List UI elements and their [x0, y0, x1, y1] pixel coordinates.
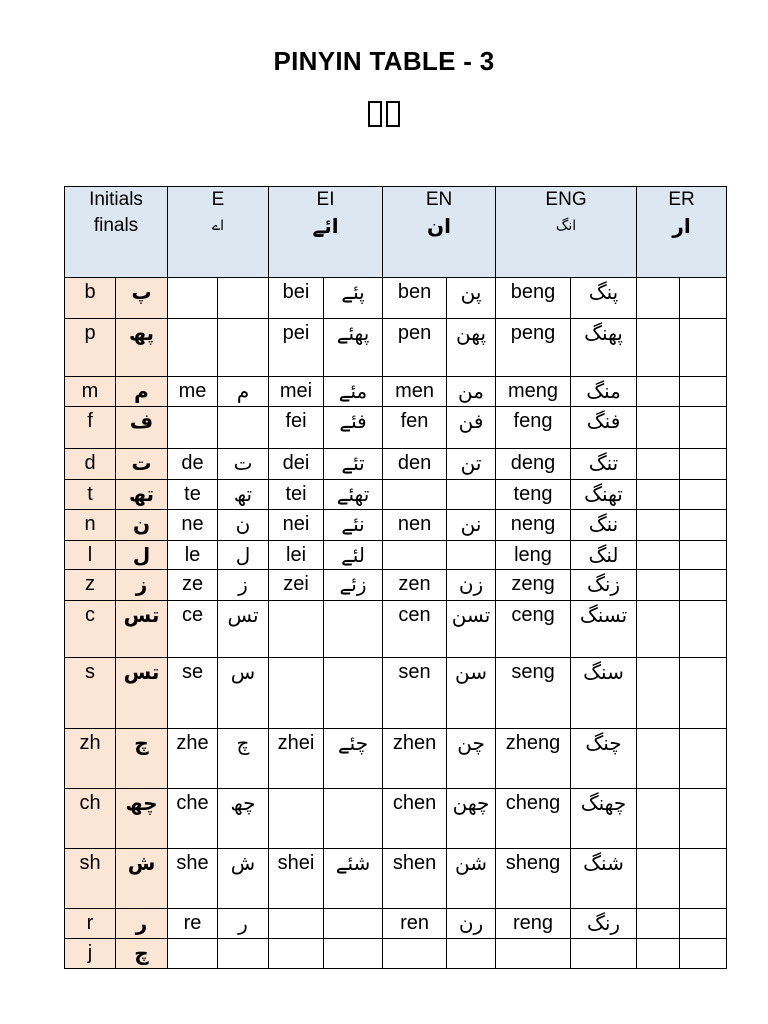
- syllable-urdu-cell: [680, 849, 727, 909]
- initial-urdu-cell: پھ: [116, 319, 168, 377]
- header-initials-finals: [65, 187, 168, 278]
- syllable-urdu-cell: چھن: [447, 789, 496, 849]
- syllable-latin-cell: zeng: [496, 570, 571, 601]
- initial-urdu-cell: ن: [116, 510, 168, 541]
- header-col-en: [383, 187, 496, 278]
- syllable-urdu-cell: زنگ: [571, 570, 637, 601]
- syllable-latin-cell: shei: [269, 849, 324, 909]
- syllable-latin-cell: seng: [496, 658, 571, 729]
- table-row: [65, 278, 727, 319]
- syllable-latin-cell: [637, 658, 680, 729]
- syllable-latin-cell: leng: [496, 541, 571, 570]
- syllable-urdu-cell: [447, 541, 496, 570]
- header-col-latin: EN: [425, 189, 453, 210]
- initial-latin-cell: b: [65, 278, 116, 319]
- syllable-latin-cell: [637, 407, 680, 449]
- syllable-urdu-cell: [680, 541, 727, 570]
- page-title: PINYIN TABLE - 3: [273, 46, 495, 76]
- syllable-urdu-cell: چئے: [324, 729, 383, 789]
- initial-latin-cell: n: [65, 510, 116, 541]
- syllable-latin-cell: men: [383, 377, 447, 407]
- syllable-latin-cell: [637, 789, 680, 849]
- initial-latin-cell: c: [65, 601, 116, 658]
- syllable-latin-cell: [168, 278, 218, 319]
- initial-latin-cell: p: [65, 319, 116, 377]
- syllable-urdu-cell: ننگ: [571, 510, 637, 541]
- syllable-latin-cell: [637, 278, 680, 319]
- syllable-latin-cell: she: [168, 849, 218, 909]
- syllable-urdu-cell: فنگ: [571, 407, 637, 449]
- table-row: [65, 601, 727, 658]
- syllable-latin-cell: [637, 480, 680, 510]
- table-row: [65, 541, 727, 570]
- table-row: [65, 570, 727, 601]
- table-row: [65, 319, 727, 377]
- syllable-urdu-cell: نن: [447, 510, 496, 541]
- initial-latin-cell: z: [65, 570, 116, 601]
- header-col-latin: ER: [668, 189, 695, 210]
- initial-urdu-cell: تس: [116, 601, 168, 658]
- syllable-urdu-cell: منگ: [571, 377, 637, 407]
- initial-latin-cell: s: [65, 658, 116, 729]
- syllable-latin-cell: ben: [383, 278, 447, 319]
- table-row: [65, 510, 727, 541]
- syllable-urdu-cell: ن: [218, 510, 269, 541]
- syllable-urdu-cell: [324, 939, 383, 969]
- syllable-urdu-cell: [680, 729, 727, 789]
- initial-latin-cell: m: [65, 377, 116, 407]
- syllable-latin-cell: [269, 939, 324, 969]
- syllable-latin-cell: deng: [496, 449, 571, 480]
- syllable-urdu-cell: پنگ: [571, 278, 637, 319]
- syllable-latin-cell: reng: [496, 909, 571, 939]
- initial-latin-cell: sh: [65, 849, 116, 909]
- syllable-latin-cell: ze: [168, 570, 218, 601]
- syllable-latin-cell: lei: [269, 541, 324, 570]
- syllable-urdu-cell: رنگ: [571, 909, 637, 939]
- syllable-urdu-cell: تئے: [324, 449, 383, 480]
- syllable-urdu-cell: چھنگ: [571, 789, 637, 849]
- syllable-urdu-cell: [680, 407, 727, 449]
- syllable-latin-cell: zen: [383, 570, 447, 601]
- header-col-urdu: ائے: [312, 214, 339, 238]
- syllable-latin-cell: [637, 849, 680, 909]
- syllable-latin-cell: ne: [168, 510, 218, 541]
- syllable-latin-cell: [496, 939, 571, 969]
- header-col-latin: E: [211, 189, 225, 210]
- syllable-latin-cell: [383, 939, 447, 969]
- header-col-er: [637, 187, 727, 278]
- syllable-latin-cell: se: [168, 658, 218, 729]
- syllable-urdu-cell: [218, 278, 269, 319]
- initial-urdu-cell: ل: [116, 541, 168, 570]
- initial-urdu-cell: ش: [116, 849, 168, 909]
- syllable-urdu-cell: تھ: [218, 480, 269, 510]
- syllable-latin-cell: fei: [269, 407, 324, 449]
- syllable-urdu-cell: چن: [447, 729, 496, 789]
- table-row: [65, 789, 727, 849]
- syllable-urdu-cell: شئے: [324, 849, 383, 909]
- initial-urdu-cell: تھ: [116, 480, 168, 510]
- syllable-urdu-cell: زئے: [324, 570, 383, 601]
- header-initials-label: Initials: [89, 189, 143, 210]
- syllable-urdu-cell: [680, 449, 727, 480]
- syllable-urdu-cell: پھنگ: [571, 319, 637, 377]
- syllable-latin-cell: [637, 510, 680, 541]
- initial-urdu-cell: م: [116, 377, 168, 407]
- header-col-urdu: ار: [672, 214, 691, 238]
- table-row: [65, 939, 727, 969]
- syllable-latin-cell: zhen: [383, 729, 447, 789]
- syllable-latin-cell: mei: [269, 377, 324, 407]
- header-col-urdu: اے: [211, 218, 225, 234]
- syllable-urdu-cell: [218, 407, 269, 449]
- syllable-latin-cell: zhei: [269, 729, 324, 789]
- syllable-latin-cell: den: [383, 449, 447, 480]
- table-row: [65, 849, 727, 909]
- syllable-urdu-cell: س: [218, 658, 269, 729]
- initial-urdu-cell: ز: [116, 570, 168, 601]
- syllable-latin-cell: pen: [383, 319, 447, 377]
- initial-urdu-cell: ف: [116, 407, 168, 449]
- syllable-urdu-cell: تنگ: [571, 449, 637, 480]
- syllable-latin-cell: pei: [269, 319, 324, 377]
- syllable-urdu-cell: [680, 789, 727, 849]
- syllable-urdu-cell: ل: [218, 541, 269, 570]
- syllable-latin-cell: teng: [496, 480, 571, 510]
- syllable-latin-cell: feng: [496, 407, 571, 449]
- header-col-eng: [496, 187, 637, 278]
- syllable-latin-cell: ceng: [496, 601, 571, 658]
- syllable-urdu-cell: لئے: [324, 541, 383, 570]
- syllable-urdu-cell: تسن: [447, 601, 496, 658]
- syllable-latin-cell: re: [168, 909, 218, 939]
- syllable-urdu-cell: چھ: [218, 789, 269, 849]
- syllable-urdu-cell: زن: [447, 570, 496, 601]
- initial-latin-cell: j: [65, 939, 116, 969]
- syllable-urdu-cell: پئے: [324, 278, 383, 319]
- syllable-latin-cell: [637, 729, 680, 789]
- syllable-latin-cell: cen: [383, 601, 447, 658]
- syllable-urdu-cell: [571, 939, 637, 969]
- syllable-urdu-cell: فئے: [324, 407, 383, 449]
- syllable-latin-cell: zei: [269, 570, 324, 601]
- syllable-latin-cell: [637, 377, 680, 407]
- syllable-urdu-cell: سن: [447, 658, 496, 729]
- initial-urdu-cell: ت: [116, 449, 168, 480]
- syllable-urdu-cell: ر: [218, 909, 269, 939]
- syllable-latin-cell: fen: [383, 407, 447, 449]
- header-col-latin: EI: [316, 189, 335, 210]
- syllable-latin-cell: [637, 570, 680, 601]
- header-finals-label: finals: [93, 215, 139, 236]
- syllable-urdu-cell: م: [218, 377, 269, 407]
- syllable-urdu-cell: [680, 480, 727, 510]
- syllable-urdu-cell: [680, 319, 727, 377]
- syllable-latin-cell: [269, 909, 324, 939]
- syllable-latin-cell: [637, 909, 680, 939]
- syllable-latin-cell: neng: [496, 510, 571, 541]
- syllable-latin-cell: [168, 319, 218, 377]
- syllable-urdu-cell: شن: [447, 849, 496, 909]
- initial-urdu-cell: تس: [116, 658, 168, 729]
- table-row: [65, 480, 727, 510]
- syllable-latin-cell: [637, 541, 680, 570]
- syllable-urdu-cell: تن: [447, 449, 496, 480]
- syllable-latin-cell: shen: [383, 849, 447, 909]
- page-subtitle: [0, 96, 768, 130]
- header-col-urdu: انگ: [555, 218, 577, 234]
- syllable-urdu-cell: [447, 480, 496, 510]
- syllable-latin-cell: ce: [168, 601, 218, 658]
- initial-latin-cell: ch: [65, 789, 116, 849]
- syllable-latin-cell: chen: [383, 789, 447, 849]
- initial-urdu-cell: چ: [116, 939, 168, 969]
- header-col-urdu: ان: [427, 214, 451, 238]
- syllable-urdu-cell: [218, 319, 269, 377]
- syllable-urdu-cell: [324, 909, 383, 939]
- syllable-latin-cell: [269, 601, 324, 658]
- syllable-latin-cell: [269, 789, 324, 849]
- syllable-urdu-cell: [680, 939, 727, 969]
- syllable-latin-cell: nei: [269, 510, 324, 541]
- syllable-urdu-cell: [447, 939, 496, 969]
- syllable-urdu-cell: من: [447, 377, 496, 407]
- syllable-urdu-cell: فن: [447, 407, 496, 449]
- syllable-latin-cell: meng: [496, 377, 571, 407]
- syllable-latin-cell: cheng: [496, 789, 571, 849]
- initial-latin-cell: t: [65, 480, 116, 510]
- syllable-urdu-cell: [324, 789, 383, 849]
- syllable-urdu-cell: پھن: [447, 319, 496, 377]
- syllable-latin-cell: dei: [269, 449, 324, 480]
- syllable-urdu-cell: تھئے: [324, 480, 383, 510]
- syllable-latin-cell: sheng: [496, 849, 571, 909]
- syllable-urdu-cell: ش: [218, 849, 269, 909]
- syllable-latin-cell: zhe: [168, 729, 218, 789]
- syllable-urdu-cell: [324, 601, 383, 658]
- syllable-latin-cell: peng: [496, 319, 571, 377]
- syllable-latin-cell: tei: [269, 480, 324, 510]
- syllable-urdu-cell: مئے: [324, 377, 383, 407]
- syllable-urdu-cell: لنگ: [571, 541, 637, 570]
- initial-urdu-cell: چ: [116, 729, 168, 789]
- syllable-urdu-cell: تسنگ: [571, 601, 637, 658]
- syllable-urdu-cell: [680, 601, 727, 658]
- initial-latin-cell: zh: [65, 729, 116, 789]
- table-header-row: [65, 187, 727, 278]
- syllable-latin-cell: [637, 449, 680, 480]
- pinyin-table: [64, 186, 727, 969]
- syllable-latin-cell: ren: [383, 909, 447, 939]
- syllable-latin-cell: [168, 407, 218, 449]
- syllable-urdu-cell: [680, 658, 727, 729]
- syllable-latin-cell: le: [168, 541, 218, 570]
- header-col-e: [168, 187, 269, 278]
- table-row: [65, 909, 727, 939]
- syllable-urdu-cell: [680, 278, 727, 319]
- header-col-latin: ENG: [545, 189, 587, 210]
- syllable-urdu-cell: پھئے: [324, 319, 383, 377]
- syllable-urdu-cell: نئے: [324, 510, 383, 541]
- syllable-latin-cell: me: [168, 377, 218, 407]
- syllable-urdu-cell: چنگ: [571, 729, 637, 789]
- syllable-urdu-cell: [680, 510, 727, 541]
- syllable-latin-cell: sen: [383, 658, 447, 729]
- table-row: [65, 729, 727, 789]
- syllable-latin-cell: [383, 541, 447, 570]
- table-row: [65, 449, 727, 480]
- initial-urdu-cell: پ: [116, 278, 168, 319]
- syllable-urdu-cell: [680, 570, 727, 601]
- syllable-urdu-cell: پن: [447, 278, 496, 319]
- missing-glyph-icon: [368, 101, 382, 127]
- syllable-latin-cell: beng: [496, 278, 571, 319]
- missing-glyph-icon: [386, 101, 400, 127]
- table-row: [65, 658, 727, 729]
- syllable-urdu-cell: ز: [218, 570, 269, 601]
- syllable-latin-cell: zheng: [496, 729, 571, 789]
- syllable-latin-cell: [269, 658, 324, 729]
- initial-latin-cell: f: [65, 407, 116, 449]
- initial-latin-cell: d: [65, 449, 116, 480]
- syllable-latin-cell: te: [168, 480, 218, 510]
- syllable-urdu-cell: [218, 939, 269, 969]
- syllable-urdu-cell: تس: [218, 601, 269, 658]
- syllable-urdu-cell: [680, 909, 727, 939]
- header-col-ei: [269, 187, 383, 278]
- syllable-latin-cell: de: [168, 449, 218, 480]
- initial-latin-cell: r: [65, 909, 116, 939]
- initial-latin-cell: l: [65, 541, 116, 570]
- initial-urdu-cell: چھ: [116, 789, 168, 849]
- table-row: [65, 407, 727, 449]
- table-row: [65, 377, 727, 407]
- syllable-urdu-cell: [324, 658, 383, 729]
- syllable-latin-cell: che: [168, 789, 218, 849]
- syllable-latin-cell: [637, 939, 680, 969]
- initial-urdu-cell: ر: [116, 909, 168, 939]
- syllable-latin-cell: [383, 480, 447, 510]
- syllable-latin-cell: [637, 601, 680, 658]
- syllable-urdu-cell: شنگ: [571, 849, 637, 909]
- syllable-urdu-cell: [680, 377, 727, 407]
- syllable-urdu-cell: ت: [218, 449, 269, 480]
- syllable-latin-cell: bei: [269, 278, 324, 319]
- syllable-urdu-cell: چ: [218, 729, 269, 789]
- syllable-latin-cell: [637, 319, 680, 377]
- syllable-urdu-cell: تھنگ: [571, 480, 637, 510]
- syllable-urdu-cell: سنگ: [571, 658, 637, 729]
- syllable-latin-cell: [168, 939, 218, 969]
- syllable-latin-cell: nen: [383, 510, 447, 541]
- syllable-urdu-cell: رن: [447, 909, 496, 939]
